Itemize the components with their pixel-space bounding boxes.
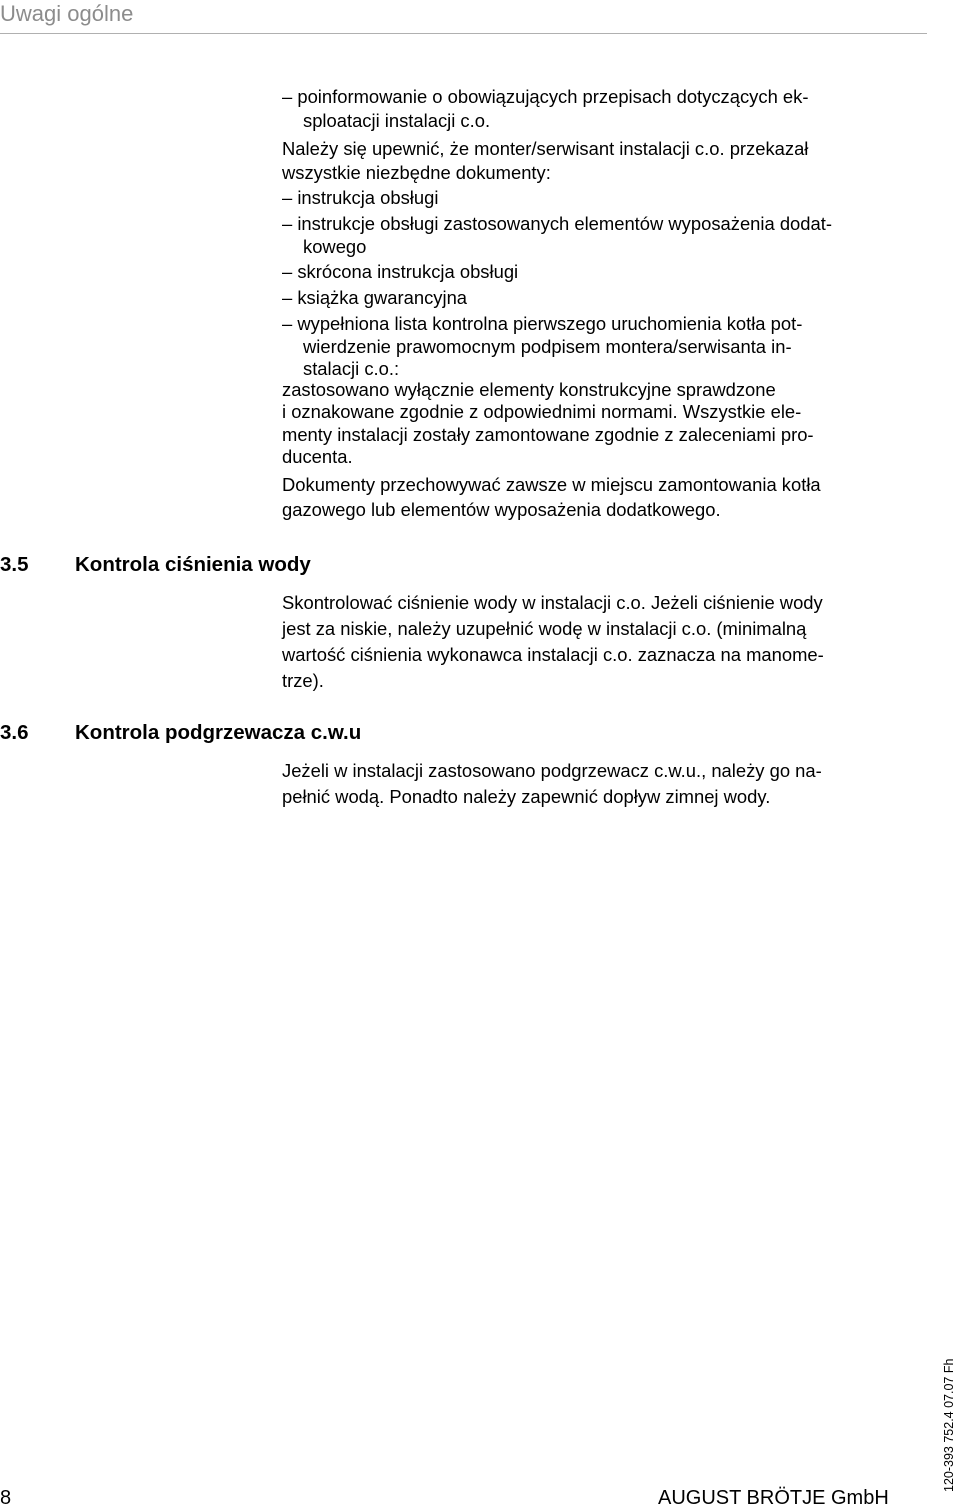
section-number: 3.5 — [0, 553, 29, 576]
page-header-title: Uwagi ogólne — [0, 1, 134, 26]
section-title: Kontrola podgrzewacza c.w.u — [75, 721, 362, 744]
section-3-6-line: pełnić wodą. Ponadto należy zapewnić dopływ zimnej wody. — [282, 786, 771, 807]
document-number: 120-393 752.4 07.07 Fh — [942, 1358, 956, 1492]
section-3-5-line: jest za niskie, należy uzupełnić wodę w instalacji c.o. (minimalną — [282, 618, 807, 639]
body-line: Dokumenty przechowywać zawsze w miejscu zamontowania kotła — [282, 474, 821, 495]
body-line: stalacji c.o.: — [303, 358, 400, 379]
body-line: – poinformowanie o obowiązujących przepisach dotyczących ek- — [282, 86, 809, 107]
body-line: gazowego lub elementów wyposażenia dodatkowego. — [282, 499, 721, 520]
page-number: 8 — [0, 1487, 12, 1509]
section-heading-3-5 — [0, 552, 311, 578]
body-line: wszystkie niezbędne dokumenty: — [282, 162, 551, 183]
body-line: – wypełniona lista kontrolna pierwszego uruchomienia kotła pot- — [282, 313, 803, 334]
section-title: Kontrola ciśnienia wody — [75, 553, 311, 576]
section-3-6-line: Jeżeli w instalacji zastosowano podgrzewacz c.w.u., należy go na- — [282, 760, 822, 781]
footer-brand: AUGUST BRÖTJE GmbH — [658, 1487, 889, 1509]
body-line: – skrócona instrukcja obsługi — [282, 261, 519, 282]
body-line: sploatacji instalacji c.o. — [303, 110, 491, 131]
body-line: Należy się upewnić, że monter/serwisant instalacji c.o. przekazał — [282, 138, 809, 159]
body-line: kowego — [303, 236, 367, 257]
body-line: zastosowano wyłącznie elementy konstrukcyjne sprawdzone — [282, 379, 776, 400]
body-line: – instrukcje obsługi zastosowanych elementów wyposażenia dodat- — [282, 213, 832, 234]
section-3-5-line: Skontrolować ciśnienie wody w instalacji c.o. Jeżeli ciśnienie wody — [282, 592, 823, 613]
body-line: i oznakowane zgodnie z odpowiednimi normami. Wszystkie ele- — [282, 401, 802, 422]
body-line: ducenta. — [282, 446, 353, 467]
body-line: menty instalacji zostały zamontowane zgodnie z zaleceniami pro- — [282, 424, 814, 445]
section-number: 3.6 — [0, 721, 29, 744]
section-heading-3-6 — [0, 720, 361, 746]
section-3-5-line: trze). — [282, 670, 324, 691]
header-divider — [0, 33, 927, 34]
body-line: wierdzenie prawomocnym podpisem montera/serwisanta in- — [303, 336, 792, 357]
body-line: – instrukcja obsługi — [282, 187, 439, 208]
section-3-5-line: wartość ciśnienia wykonawca instalacji c.o. zaznacza na manome- — [282, 644, 824, 665]
body-line: – książka gwarancyjna — [282, 287, 468, 308]
